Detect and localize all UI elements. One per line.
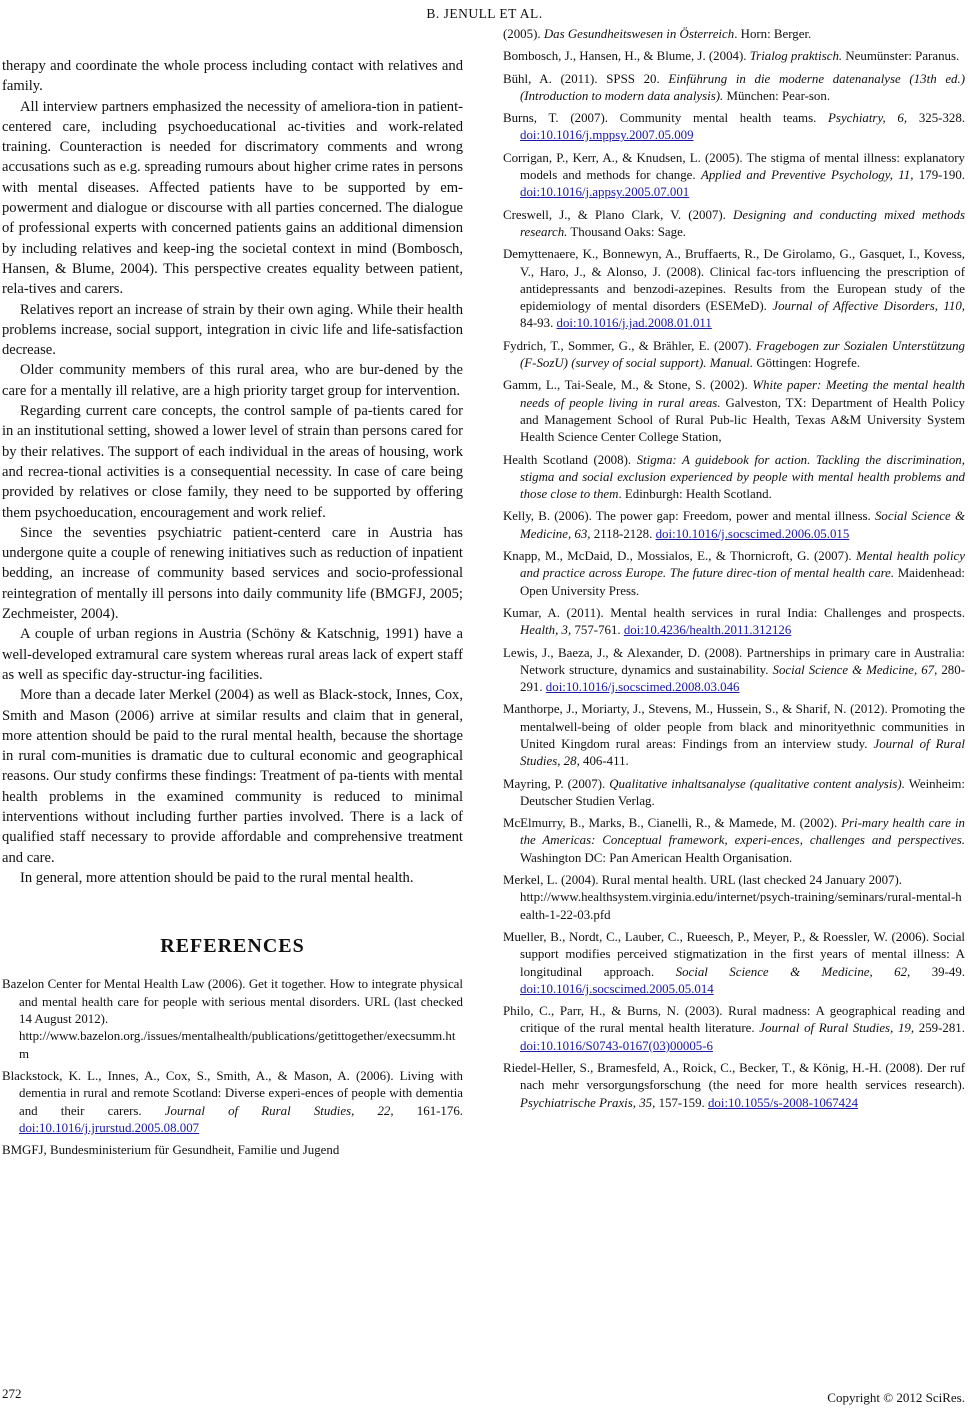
body-paragraph: In general, more attention should be paid to the rural mental health. bbox=[20, 869, 414, 886]
reference-text: Merkel, L. (2004). Rural mental health. URL (last checked 24 January 2007). bbox=[503, 873, 903, 888]
reference-pages: 179-190. bbox=[918, 168, 965, 183]
body-paragraph: More than a decade later Merkel (2004) as well as Black-stock, Innes, Cox, Smith and Mason (2006) arrive at similar results and claim that in general, more attention should be paid to the rural mental health, because the shortage in rural com-munities is dramatic due to cultural economic and geographical reasons. Our study confirms these findings: Treatment of pa-tients with mental health problems in the examined community is reduced to minimal interventions without including further parties involved. There is a lack of qualified staff necessary to provide affordable and comprehensive treatment and care. bbox=[2, 687, 463, 866]
body-paragraph: Older community members of this rural area, who are bur-dened by the care for a mentally ill relative, are a high priority target group for intervention. bbox=[2, 362, 463, 399]
reference-pages: Thousand Oaks: Sage. bbox=[570, 224, 687, 239]
doi-link[interactable]: doi:10.1016/j.jrurstud.2005.08.007 bbox=[19, 1120, 200, 1135]
body-paragraph: Since the seventies psychiatric patient-centerd care in Austria has undergone quite a couple of renewing initiatives such as reduction of inpatient bedding, an increase of community based services and socio-professional reintegration of mentally ill persons into daily community life (BMGFJ, 2005; Zechmeister, 2004). bbox=[2, 524, 463, 623]
reference-text: Burns, T. (2007). Community mental health teams. bbox=[503, 111, 817, 126]
right-column bbox=[503, 26, 965, 1117]
reference-entry bbox=[503, 150, 965, 202]
reference-url: http://www.healthsystem.virginia.edu/internet/psych-training/seminars/rural-mental-health-1-22-03.pfd bbox=[520, 890, 962, 922]
reference-source: Social Science & Medicine, 62, bbox=[675, 964, 911, 979]
reference-source: Qualitative inhaltsanalyse (qualitative content analysis). bbox=[609, 776, 905, 791]
reference-entry bbox=[503, 776, 965, 811]
body-paragraph: therapy and coordinate the whole process including contact with relatives and family. bbox=[2, 58, 463, 95]
reference-pages: Neumünster: Paranus. bbox=[845, 49, 960, 64]
reference-text: Mueller, B., Nordt, C., Lauber, C., Rueesch, P., Meyer, P., & Roessler, W. (2006). Social support modifies perceived stigmatization in the first years of mental illness: A longitudinal approach. bbox=[503, 929, 965, 979]
reference-pages: 2118-2128. bbox=[593, 526, 653, 541]
reference-text: (2005). bbox=[503, 27, 541, 41]
reference-text: Bühl, A. (2011). SPSS 20. bbox=[503, 71, 660, 86]
reference-source: Health, 3, bbox=[520, 623, 572, 638]
reference-entry bbox=[2, 976, 463, 1062]
reference-pages: 39-49. bbox=[931, 964, 965, 979]
reference-entry bbox=[2, 1142, 463, 1159]
reference-text: Kelly, B. (2006). The power gap: Freedom, power and mental illness. bbox=[503, 509, 871, 524]
reference-text: Manthorpe, J., Moriarty, J., Stevens, M., Hussein, S., & Sharif, N. (2012). Promoting the mentalwell-being of older people from black and minorityethnic communities in United Kingdom rural areas: Findings from an interview study. bbox=[503, 702, 965, 751]
reference-entry bbox=[503, 71, 965, 106]
reference-source: Journal of Rural Studies, 19, bbox=[759, 1021, 915, 1036]
doi-link[interactable]: doi:10.1016/j.socscimed.2006.05.015 bbox=[655, 526, 850, 541]
reference-text: Blackstock, K. L., Innes, A., Cox, S., Smith, A., & Mason, A. (2006). Living with dementia in rural and remote Scotland: Diverse experi-ences of people with dementia and their carers. bbox=[2, 1068, 463, 1118]
left-column bbox=[2, 56, 463, 1164]
reference-entry bbox=[503, 338, 965, 373]
body-text bbox=[2, 56, 463, 888]
references-heading: REFERENCES bbox=[160, 935, 305, 958]
reference-entry bbox=[503, 605, 965, 640]
reference-entry bbox=[503, 1060, 965, 1112]
reference-source: White paper: Meeting the mental health needs of people living in rural areas. bbox=[520, 378, 965, 410]
reference-pages: Galveston, TX: Department of Health Policy and Management School of Rural Pub-lic Health, Texas A&M University System Health Science Center College Station, bbox=[520, 395, 965, 445]
doi-link[interactable]: doi:10.1016/j.jad.2008.01.011 bbox=[556, 316, 712, 331]
reference-text: Corrigan, P., Kerr, A., & Knudsen, L. (2005). The stigma of mental illness: explanatory models and methods for change. bbox=[503, 150, 965, 183]
reference-source: Journal of Rural Studies, 28, bbox=[520, 736, 965, 769]
reference-source: Journal of Affective Disorders, 110, bbox=[772, 299, 965, 314]
reference-source: Das Gesundheitswesen in Österreich bbox=[543, 27, 735, 41]
reference-source: Social Science & Medicine, 63, bbox=[520, 509, 965, 541]
reference-source: Stigma: A guidebook for action. Tackling the discrimination, stigma and social exclusion experienced by people with mental health problems and those close to them bbox=[520, 452, 965, 502]
reference-entry bbox=[503, 872, 965, 924]
reference-source: Psychiatrische Praxis, 35, bbox=[520, 1095, 656, 1110]
reference-source: Applied and Preventive Psychology, 11, bbox=[700, 168, 914, 183]
reference-pages: Maidenhead: Open University Press. bbox=[520, 566, 965, 598]
reference-entry bbox=[503, 645, 965, 697]
references-list-left bbox=[2, 976, 463, 1159]
reference-pages: . Horn: Berger. bbox=[734, 27, 812, 41]
reference-text: Riedel-Heller, S., Bramesfeld, A., Roick, C., Becker, T., & König, H.-H. (2008). Der ruf nach mehr versorgungsforschung (the need for more health services research). bbox=[503, 1061, 965, 1093]
reference-text: Knapp, M., McDaid, D., Mossialos, E., & Thornicroft, G. (2007). bbox=[503, 549, 852, 564]
reference-text: Gamm, L., Tai-Seale, M., & Stone, S. (2002). bbox=[503, 378, 748, 393]
reference-entry bbox=[503, 701, 965, 770]
reference-text: Creswell, J., & Plano Clark, V. (2007). bbox=[503, 207, 726, 222]
reference-source: Mental health policy and practice across Europe. The future direc-tion of mental health care. bbox=[520, 549, 965, 581]
reference-source: Designing and conducting mixed methods research. bbox=[520, 207, 965, 239]
reference-source: Einführung in die moderne datenanalyse (13th ed.) (Introduction to modern data analysis). bbox=[520, 71, 965, 103]
reference-text: Mayring, P. (2007). bbox=[503, 776, 606, 791]
reference-pages: Weinheim: Deutscher Studien Verlag. bbox=[520, 776, 965, 808]
reference-text: McElmurry, B., Marks, B., Cianelli, R., & Mamede, M. (2002). bbox=[503, 816, 838, 831]
reference-pages: . Edinburgh: Health Scotland. bbox=[618, 487, 772, 502]
reference-entry bbox=[503, 246, 965, 332]
reference-source: Journal of Rural Studies, 22, bbox=[164, 1103, 394, 1118]
reference-url: http://www.bazelon.org./issues/mentalhealth/publications/getittogether/execsumm.htm bbox=[19, 1029, 456, 1061]
reference-source: Trialog praktisch. bbox=[749, 49, 843, 64]
reference-pages: Göttingen: Hogrefe. bbox=[756, 356, 861, 371]
reference-pages: München: Pear-son. bbox=[726, 88, 831, 103]
doi-link[interactable]: doi:10.1055/s-2008-1067424 bbox=[707, 1095, 859, 1110]
page-number: 272 bbox=[2, 1386, 22, 1401]
reference-entry bbox=[503, 548, 965, 600]
reference-entry bbox=[2, 1068, 463, 1137]
reference-pages: 84-93. bbox=[520, 316, 554, 331]
references-list-right bbox=[503, 26, 965, 1112]
reference-entry bbox=[503, 508, 965, 543]
reference-entry bbox=[503, 48, 965, 65]
reference-pages: 406-411. bbox=[583, 754, 629, 769]
reference-source: Social Science & Medicine, 67, bbox=[772, 662, 938, 677]
doi-link[interactable]: doi:10.1016/j.appsy.2005.07.001 bbox=[520, 185, 690, 200]
body-paragraph: Regarding current care concepts, the control sample of pa-tients cared for in an institutional setting, showed a lower level of strain than persons cared for by their relatives. The support of each individual in the areas of housing, work and recrea-tional activities is a consequential necessity. In case of care being provided by relatives or close family, they need to be supported by offering them psychoeducation, encouragement and work relief. bbox=[2, 403, 463, 521]
copyright-notice: Copyright © 2012 SciRes. bbox=[827, 1390, 965, 1405]
reference-entry bbox=[503, 815, 965, 867]
reference-entry bbox=[503, 929, 965, 998]
running-header: B. JENULL ET AL. bbox=[426, 6, 543, 21]
reference-text: Philo, C., Parr, H., & Burns, N. (2003). Rural madness: A geographical reading and critique of the rural mental health literature. bbox=[503, 1004, 965, 1036]
doi-link[interactable]: doi:10.1016/S0743-0167(03)00005-6 bbox=[520, 1038, 713, 1053]
reference-entry bbox=[503, 207, 965, 242]
reference-source: Pri-mary health care in the Americas: Conceptual framework, experi-ences, challenges and perspectives. bbox=[520, 816, 965, 848]
reference-text: Fydrich, T., Sommer, G., & Brähler, E. (2007). bbox=[503, 338, 752, 353]
body-paragraph: A couple of urban regions in Austria (Schöny & Katschnig, 1991) have a well-developed extramural care system whereas rural areas lack of expert staff as well as specific day-structur-ing facilities. bbox=[2, 626, 463, 683]
reference-pages: 280-291. bbox=[520, 662, 965, 695]
reference-pages: 157-159. bbox=[658, 1095, 705, 1110]
reference-text: Bombosch, J., Hansen, H., & Blume, J. (2004). bbox=[503, 49, 747, 64]
doi-link[interactable]: doi:10.1016/j.socscimed.2008.03.046 bbox=[545, 680, 740, 695]
reference-source: Psychiatry, 6, bbox=[828, 111, 908, 126]
reference-text: Lewis, J., Baeza, J., & Alexander, D. (2008). Partnerships in primary care in Australia: Network structure, dynamics and sustainability. bbox=[503, 645, 965, 677]
reference-pages: 325-328. bbox=[918, 111, 965, 126]
reference-entry bbox=[503, 110, 965, 145]
reference-text: Demyttenaere, K., Bonnewyn, A., Bruffaerts, R., De Girolamo, G., Gasquet, I., Kovess, V., Haro, J., & Alonso, J. (2008). Clinical fac-tors influencing the prescription of antidepressants and benzodi-azepines. Results from the European study of the epidemiology of mental disorders (ESEMeD). bbox=[503, 247, 965, 314]
reference-source: Fragebogen zur Sozialen Unterstützung (F-SozU) (survey of social support). Manual. bbox=[520, 338, 965, 371]
body-paragraph: Relatives report an increase of strain by their own aging. While their health problems increase, social support, integration in civic life and life-satisfaction decrease. bbox=[2, 301, 463, 359]
reference-text: Kumar, A. (2011). Mental health services in rural India: Challenges and prospects. bbox=[503, 605, 965, 620]
reference-text: BMGFJ, Bundesministerium für Gesundheit, Familie und Jugend bbox=[2, 1143, 340, 1158]
reference-text: Bazelon Center for Mental Health Law (2006). Get it together. How to integrate physical and mental health care for people with serious mental disorders. URL (last checked 14 August 2012). bbox=[2, 977, 463, 1027]
reference-pages: Washington DC: Pan American Health Organisation. bbox=[520, 850, 793, 865]
reference-entry bbox=[503, 452, 965, 504]
reference-entry bbox=[503, 1003, 965, 1055]
reference-text: Health Scotland (2008). bbox=[503, 452, 632, 467]
reference-pages: 757-761. bbox=[574, 623, 621, 638]
reference-pages: 259-281. bbox=[918, 1021, 965, 1036]
reference-entry bbox=[503, 377, 965, 446]
reference-entry bbox=[503, 26, 965, 43]
doi-link[interactable]: doi:10.1016/j.mppsy.2007.05.009 bbox=[520, 128, 694, 143]
doi-link[interactable]: doi:10.4236/health.2011.312126 bbox=[623, 623, 792, 638]
reference-pages: 161-176. bbox=[416, 1103, 463, 1118]
body-paragraph: All interview partners emphasized the necessity of ameliora-tion in patient-centered care, including psychoeducational ac-tivities and work-related training. Counteraction is needed for discrimatory comments and wrong accusations such as e.g. spreading rumours about higher crime rates in persons with mental diseases. Affected patients have to be supported by em-powerment and dialogue or discourse with all parties concerned. The dialogue of professional experts with concerned patients gains an additional dimension by including relatives and keep-ing the societal context in mind (Bombosch, Hansen, & Blume, 2004). This perspective creates equality between patient, rela-tives and carers. bbox=[2, 98, 463, 298]
doi-link[interactable]: doi:10.1016/j.socscimed.2005.05.014 bbox=[520, 981, 714, 996]
